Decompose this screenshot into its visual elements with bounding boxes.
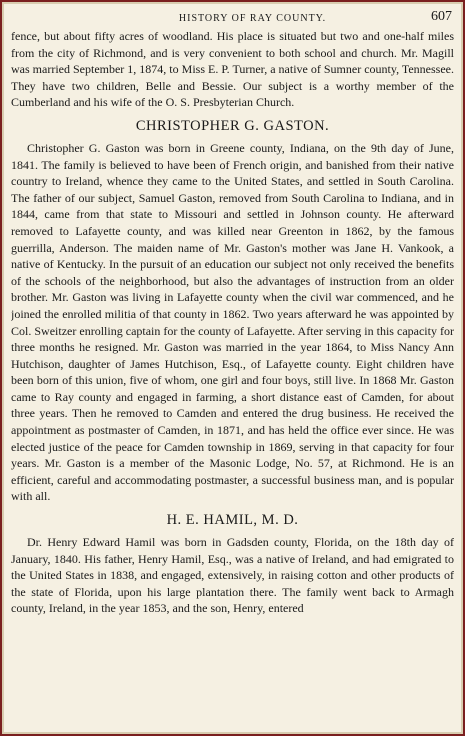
book-page [11, 8, 454, 732]
hamil-heading: H. E. HAMIL, M. D. [166, 512, 299, 529]
running-title: HISTORY OF RAY COUNTY. [178, 13, 327, 24]
page-number: 607 [431, 9, 452, 24]
magill-paragraph: fence, but about fifty acres of woodland. His place is situated but two and one-half miles from the city of Richmond, and is very convenient to both school and church. Mr. Magill was married September 1, 1874, to Miss E. P. Turner, a native of Sumner county, Tennessee. They have two children, Belle and Bessie. Our subject is a worthy member of the Cumberland and his wife of the O. S. Presbyterian Church. [11, 29, 454, 110]
gaston-paragraph: Christopher G. Gaston was born in Greene county, Indiana, on the 9th day of June, 1841. The family is believed to have been of French origin, and banished from their native country to Ireland, whence they came to the United States, and settled in South Carolina. The father of our subject, Samuel Gaston, removed from South Carolina to Indiana, and in 1844, came from that state to Missouri and settled in Johnson county. He afterward removed to Lafayette county, and was killed near Greenton in 1862, by the famous guerrilla, Anderson. The maiden name of Mr. Gaston's mother was Jane H. Vankook, a native of Kentucky. In the pursuit of an education our subject not only received the benefits of the schools of the neighborhood, but also the advantages of instruction from an older brother. Mr. Gaston was living in Lafayette county when the civil war commenced, and he joined the enrolled militia of that county in 1862. Two years afterward he was appointed by Col. Sweitzer enrolling captain for the county of Lafayette. After serving in this capacity for three months he resigned. Mr. Gaston was married in the year 1864, to Miss Nancy Ann Hutchison, daughter of James Hutchison, Esq., of Lafayette county. Eight children have been born of this union, five of whom, one girl and four boys, still live. In 1868 Mr. Gaston came to Ray county and engaged in farming, a short distance east of Camden, for about three years. Then he removed to Camden and entered the drug business. He received the appointment as postmaster of Camden, in 1871, and has held the office ever since. He was elected justice of the peace for Camden township in 1869, serving in that capacity for four years. Mr. Gaston is a member of the Masonic Lodge, No. 57, at Richmond. He is an efficient, careful and accommodating postmaster, a successful business man, and is popular with all. [11, 140, 454, 504]
hamil-paragraph: Dr. Henry Edward Hamil was born in Gadsden county, Florida, on the 18th day of January, 1840. His father, Henry Hamil, Esq., was a native of Ireland, and had emigrated to the United States in 1838, and engaged, extensively, in raising cotton and other products of the state of Florida, upon his large plantation there. The family went back to Armagh county, Ireland, in the year 1853, and the son, Henry, entered [11, 535, 454, 616]
gaston-heading: CHRISTOPHER G. GASTON. [135, 117, 330, 134]
running-head [11, 8, 454, 28]
